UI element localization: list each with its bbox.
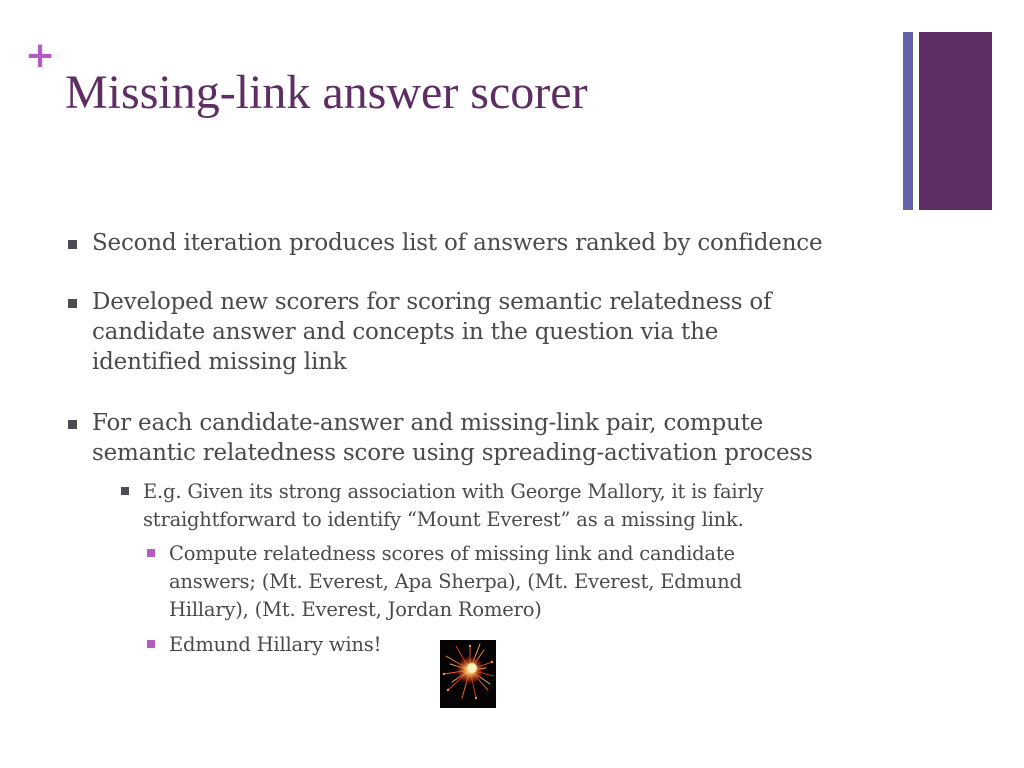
square-bullet-icon [68,420,77,429]
sub-sub-bullet-1-line-1: Compute relatedness scores of missing link and candidate [169,542,735,565]
square-bullet-icon [68,299,77,308]
square-bullet-icon [147,640,155,648]
slide-title: Missing-link answer scorer [65,66,588,119]
bullet-3-line-2: semantic relatedness score using spreading-activation process [92,440,813,466]
square-bullet-icon [121,487,129,495]
sub-sub-bullet-1-line-3: Hillary), (Mt. Everest, Jordan Romero) [169,598,542,621]
bullet-2-line-1: Developed new scorers for scoring semantic relatedness of [92,289,772,315]
sub-sub-bullet-1-line-2: answers; (Mt. Everest, Apa Sherpa), (Mt. Everest, Edmund [169,570,742,593]
accent-bar-thin [903,32,913,210]
sub-bullet-1-line-2: straightforward to identify “Mount Everest” as a missing link. [143,508,744,531]
fireworks-icon [440,640,496,708]
square-bullet-icon [147,549,155,557]
sub-bullet-1-line-1: E.g. Given its strong association with George Mallory, it is fairly [143,480,764,503]
square-bullet-icon [68,240,77,249]
sub-sub-bullet-2-line-1: Edmund Hillary wins! [169,633,382,656]
bullet-1-line-1: Second iteration produces list of answers ranked by confidence [92,230,823,256]
bullet-3-line-1: For each candidate-answer and missing-link pair, compute [92,410,764,436]
fireworks-graphic [440,640,496,708]
accent-bar-thick [919,32,992,210]
bullet-2-line-2: candidate answer and concepts in the question via the [92,319,719,345]
bullet-2-line-3: identified missing link [92,349,347,375]
plus-decoration: + [25,35,56,76]
